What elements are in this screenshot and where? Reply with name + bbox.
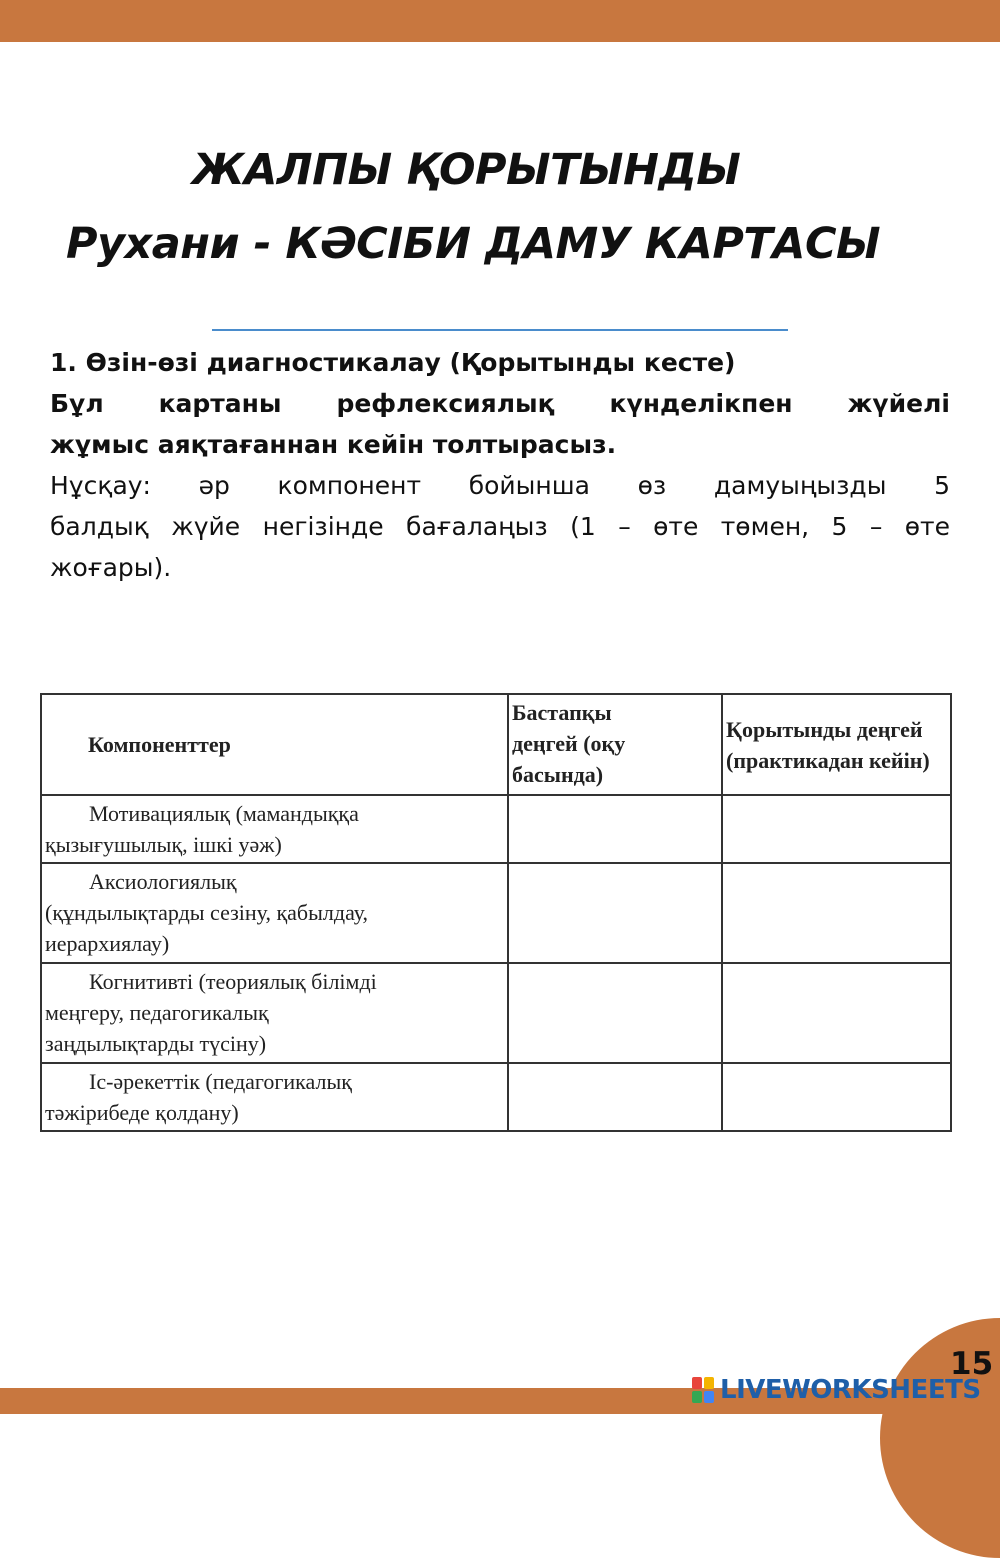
initial-level-input[interactable] xyxy=(508,863,722,963)
top-decorative-band xyxy=(0,0,1000,42)
header-initial-line1: Бастапқы xyxy=(512,700,612,725)
initial-level-input[interactable] xyxy=(508,795,722,863)
page-title-line2: Рухани - КӘСІБИ ДАМУ КАРТАСЫ xyxy=(66,219,881,269)
header-final-line2: (практикадан кейін) xyxy=(726,747,930,773)
header-components: Компоненттер xyxy=(41,694,508,795)
component-cell-cognitive xyxy=(41,963,508,1063)
component-line: Мотивациялық (мамандыққа xyxy=(89,801,359,826)
component-cell-axiological xyxy=(41,863,508,963)
component-line: (құндылықтарды сезіну, қабылдау, xyxy=(45,900,369,925)
final-level-input[interactable] xyxy=(722,1063,951,1131)
page-title-line1: ЖАЛПЫ ҚОРЫТЫНДЫ xyxy=(192,145,741,195)
component-line: тәжірибеде қолдану) xyxy=(45,1100,239,1125)
table-row xyxy=(41,863,951,963)
header-initial-level xyxy=(508,694,722,795)
component-line: қызығушылық, ішкі уәж) xyxy=(45,832,282,857)
header-final-level xyxy=(722,694,951,795)
initial-level-input[interactable] xyxy=(508,963,722,1063)
component-cell-activity xyxy=(41,1063,508,1131)
component-line: заңдылықтарды түсіну) xyxy=(45,1031,267,1056)
instruction-paragraph xyxy=(50,465,950,588)
initial-level-input[interactable] xyxy=(508,1063,722,1131)
header-initial-line3: басында) xyxy=(512,762,604,787)
table-row xyxy=(41,1063,951,1131)
bold-paragraph-line1: Бұл картаны рефлексиялық күнделікпен жүйелі xyxy=(50,389,950,418)
table-row xyxy=(41,963,951,1063)
table-header-row xyxy=(41,694,951,795)
bold-paragraph xyxy=(50,383,950,465)
header-initial-line2: деңгей (оқу xyxy=(512,731,626,756)
component-cell-motivational xyxy=(41,795,508,863)
header-final-line1: Қорытынды деңгей xyxy=(726,716,923,742)
final-level-input[interactable] xyxy=(722,795,951,863)
instruction-line3: жоғары). xyxy=(50,553,172,582)
self-diagnostic-table xyxy=(40,693,952,1132)
liveworksheets-logo-icon xyxy=(692,1377,714,1403)
component-line: Аксиологиялық xyxy=(89,869,237,894)
table-row xyxy=(41,795,951,863)
title-divider xyxy=(212,329,788,331)
component-line: Когнитивті (теориялық білімді xyxy=(89,969,377,994)
component-line: Іс-әрекеттік (педагогикалық xyxy=(89,1069,352,1094)
brand-text: LIVEWORKSHEETS xyxy=(720,1375,981,1405)
component-line: иерархиялау) xyxy=(45,931,170,956)
section-title: 1. Өзін-өзі диагностикалау (Қорытынды кесте) xyxy=(50,348,736,377)
liveworksheets-brand[interactable] xyxy=(692,1374,981,1406)
page-number: 15 xyxy=(950,1346,994,1382)
bold-paragraph-line2: жұмыс аяқтағаннан кейін толтырасыз. xyxy=(50,430,617,459)
instruction-line2: балдық жүйе негізінде бағалаңыз (1 – өте төмен, 5 – өте xyxy=(50,512,950,541)
component-line: меңгеру, педагогикалық xyxy=(45,1000,269,1025)
instruction-line1: Нұсқау: әр компонент бойынша өз дамуыңызды 5 xyxy=(50,471,950,500)
final-level-input[interactable] xyxy=(722,963,951,1063)
final-level-input[interactable] xyxy=(722,863,951,963)
